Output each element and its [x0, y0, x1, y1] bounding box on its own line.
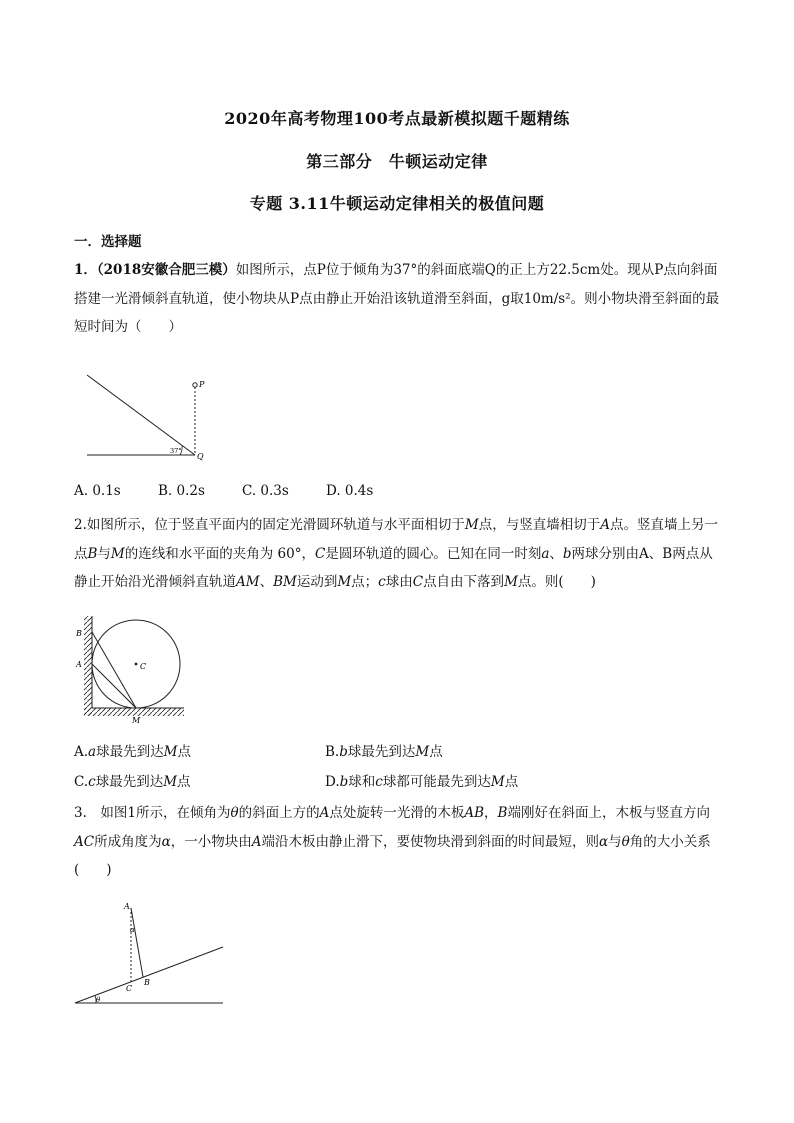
q3-seg: 所成角度为 [94, 833, 162, 850]
opt-text: 球最先到达 [96, 744, 164, 760]
q2-seg: 运动到 [296, 574, 338, 590]
q2-var: c [378, 574, 386, 590]
option-1c[interactable]: C. 0.3s [242, 483, 289, 499]
figure2-label-m: M [132, 716, 141, 725]
question-1-text [74, 256, 724, 342]
opt-text: 球最先到达 [347, 744, 416, 760]
opt-text: 点 [504, 774, 519, 790]
q2-var: B [87, 545, 98, 562]
q2-seg: 2.如图所示，位于竖直平面内的固定光滑圆环轨道与水平面相切于 [74, 517, 465, 533]
option-1d[interactable]: D. 0.4s [326, 483, 374, 499]
figure2-label-b: B [76, 629, 82, 638]
option-1b[interactable]: B. 0.2s [158, 483, 205, 499]
opt-text: 球都可能最先到达 [382, 774, 491, 790]
option-1a[interactable]: A. 0.1s [74, 483, 121, 499]
opt-text: B. [325, 744, 340, 760]
figure2-label-c: C [140, 662, 147, 671]
q2-var: b [562, 545, 572, 562]
opt-var: b [339, 744, 348, 760]
figure3-label-b: B [144, 978, 150, 987]
option-2c[interactable] [74, 770, 191, 790]
q2-seg: 点。竖直墙上另一点 [74, 517, 718, 562]
q2-var: M [504, 574, 518, 590]
question-2-text [74, 511, 724, 597]
q2-var: BM [273, 574, 297, 590]
q2-seg: 、 [549, 545, 563, 562]
opt-text: C. [74, 774, 89, 790]
opt-text: D. [325, 774, 340, 790]
q3-seg: 角的大小关系( ) [74, 833, 711, 878]
document-title: 2020年高考物理100考点最新模拟题千题精练 [224, 109, 570, 128]
figure2-label-a: A [76, 660, 82, 669]
opt-var: b [339, 774, 349, 790]
option-2d[interactable] [325, 770, 518, 790]
opt-text: 点 [177, 744, 191, 760]
section-heading: 一．选择题 [74, 234, 142, 250]
q2-var: M [110, 545, 125, 562]
q2-var: M [337, 574, 352, 590]
q2-var: C [412, 574, 424, 590]
figure3-label-c: C [126, 984, 133, 993]
question-1-body: 如图所示，点P位于倾角为37°的斜面底端Q的正上方22.5cm处。现从P点向斜面搭建一光滑倾斜直轨道，使小物块从P点由静止开始沿该轨道滑至斜面，g取10m/s²。则小物块滑至斜面的最短时间为（ ） [74, 262, 720, 335]
q2-seg: 与 [97, 545, 111, 562]
figure3-label-alpha: α [130, 926, 135, 934]
q3-var: θ [621, 833, 630, 850]
q2-seg: 、 [259, 574, 274, 590]
q3-var: α [161, 833, 171, 850]
figure1-label-angle: 37° [170, 447, 182, 455]
opt-text: 点 [429, 744, 443, 760]
q2-seg: 两点从静止开始沿光滑倾斜直轨道 [74, 545, 713, 590]
part-title: 第三部分 牛顿运动定律 [306, 152, 488, 171]
q2-seg: 点自由下落到 [423, 574, 505, 590]
opt-text: 球最先到达 [95, 774, 164, 790]
q3-seg: 与 [608, 833, 622, 850]
opt-text: 点 [177, 774, 191, 790]
opt-var: M [163, 774, 178, 790]
question-1-number: 1． [74, 262, 97, 278]
q2-seg: 两球分别由 [571, 545, 640, 562]
opt-var: M [490, 774, 505, 790]
opt-var: M [163, 744, 178, 760]
figure3-label-theta: θ [96, 996, 101, 1004]
q2-var: M [464, 517, 479, 533]
figure3-label-a: A [124, 902, 130, 911]
figure1-label-q: Q [197, 452, 204, 461]
topic-title: 专题 3.11牛顿运动定律相关的极值问题 [249, 194, 545, 213]
question-1-figure [80, 370, 220, 465]
q2-seg: 点。则( ) [517, 574, 596, 590]
option-2a[interactable] [74, 740, 191, 760]
q2-var: AM [236, 574, 260, 590]
question-2-figure [72, 612, 192, 727]
q2-seg: A、B [639, 545, 673, 562]
opt-text: A. [74, 744, 89, 760]
q3-seg: 端刚好在斜面上，木板与竖直方向 [507, 805, 710, 821]
q2-seg: 点； [351, 574, 379, 590]
q2-seg: 球由 [385, 574, 413, 590]
figure1-label-p: P [199, 380, 205, 389]
q3-var: AC [74, 833, 95, 850]
option-2b[interactable] [325, 740, 443, 760]
q3-seg: 点处旋转一光滑的木板 [329, 805, 465, 821]
q3-var: α [598, 833, 609, 850]
question-3-text [74, 799, 724, 885]
q3-seg: ，一小物块由 [170, 833, 252, 850]
q3-seg: 的斜面上方的 [238, 805, 320, 821]
q3-seg: ， [484, 805, 498, 821]
q3-seg: 3. 如图1所示，在倾角为 [74, 805, 231, 821]
opt-var: a [88, 744, 97, 760]
q2-seg: 的连线和水平面的夹角为 60°， [124, 545, 315, 562]
opt-var: c [375, 774, 383, 790]
q3-var: A [319, 805, 330, 821]
q2-seg: 点，与竖直墙相切于 [478, 517, 601, 533]
q3-var: θ [230, 805, 239, 821]
opt-var: M [415, 744, 430, 760]
q2-var: A [600, 517, 610, 533]
q3-var: A [251, 833, 262, 850]
q2-seg: 是圆环轨道的圆心。已知在同一时刻 [325, 545, 542, 562]
q3-seg: 端沿木板由静止滑下，要使物块滑到斜面的时间最短，则 [261, 833, 599, 850]
q3-var: B [497, 805, 508, 821]
question-3-figure [70, 895, 230, 1010]
opt-var: c [88, 774, 96, 790]
question-1-source: （2018安徽合肥三模） [96, 262, 236, 278]
opt-text: 球和 [348, 774, 376, 790]
q2-var: C [314, 545, 326, 562]
q3-var: AB [464, 805, 485, 821]
q2-var: a [541, 545, 550, 562]
